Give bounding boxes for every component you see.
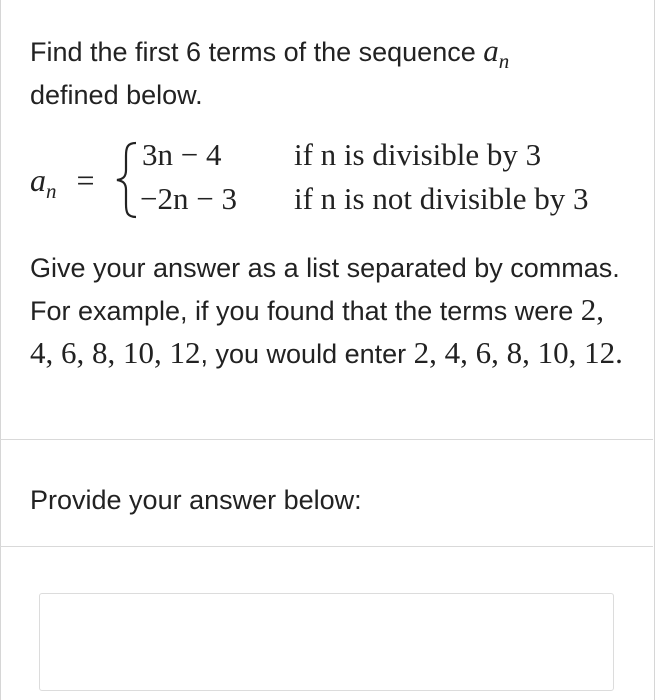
- question-instructions: [30, 248, 630, 375]
- formula-lhs: $a_n$ =: [30, 162, 95, 203]
- equals-sign: =: [76, 162, 95, 198]
- intro-end-text: defined below.: [30, 80, 203, 110]
- section-divider: [0, 439, 653, 440]
- intro-text: Find the first 6 terms of the sequence: [30, 37, 484, 67]
- case2-expression: −2n − 3: [140, 181, 237, 216]
- case2-condition: if n is not divisible by 3: [294, 181, 589, 216]
- answer-prompt: Provide your answer below:: [30, 485, 362, 515]
- section-divider: [0, 546, 653, 547]
- case1-expression: 3n − 4: [142, 137, 222, 172]
- piecewise-formula: [30, 137, 630, 220]
- left-brace-icon: [112, 140, 142, 220]
- instructions-text: Give your answer as a list separated by commas. For example, if you found that the terms were 2, 4, 6, 8, 10, 12, you would enter 2, 4, 6, 8, 10, 12.: [30, 253, 623, 370]
- question-intro: [30, 30, 630, 116]
- sequence-symbol: $a_n$: [483, 33, 510, 73]
- example-entry: 2, 4, 6, 8, 10, 12: [413, 335, 616, 370]
- answer-input[interactable]: [39, 593, 614, 691]
- question-intro-text: [30, 30, 630, 116]
- example-terms: 2, 4, 6, 8, 10, 12: [30, 292, 605, 370]
- case1-condition: if n is divisible by 3: [294, 137, 542, 172]
